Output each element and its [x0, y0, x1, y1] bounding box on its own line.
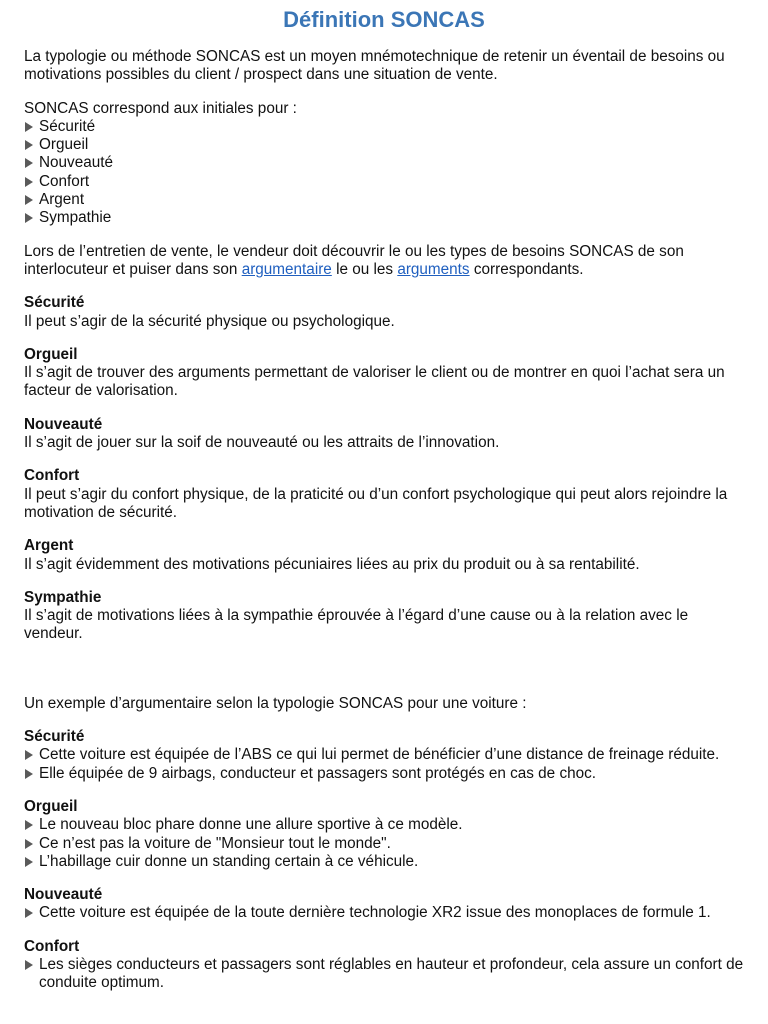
bullet-arrow-icon	[25, 820, 33, 830]
section-heading: Confort	[24, 467, 80, 485]
section-text: Il peut s’agir du confort physique, de la praticité ou d’un confort psychologique qui peut alors rejoindre la motivation de sécurité.	[24, 485, 728, 521]
section-heading: Nouveauté	[24, 415, 103, 433]
bullet-arrow-icon	[25, 122, 33, 132]
list-item: Sympathie	[24, 209, 744, 227]
list-item: Argent	[24, 191, 744, 209]
section-heading: Orgueil	[24, 797, 78, 815]
example-orgueil	[24, 798, 744, 871]
section-heading: Confort	[24, 937, 80, 955]
intro-paragraph: La typologie ou méthode SONCAS est un moyen mnémotechnique de retenir un éventail de besoins ou motivations possibles du client / prospect dans une situation de vente.	[24, 48, 725, 84]
initials-list	[24, 118, 744, 228]
section-heading: Sécurité	[24, 294, 85, 312]
section-text: Il s’agit évidemment des motivations pécuniaires liées au prix du produit ou à sa rentabilité.	[24, 555, 640, 573]
example-intro: Un exemple d’argumentaire selon la typologie SONCAS pour une voiture :	[24, 694, 527, 712]
list-item: Orgueil	[24, 136, 744, 154]
section-text: Il s’agit de jouer sur la soif de nouveauté ou les attraits de l’innovation.	[24, 434, 500, 452]
section-heading: Sympathie	[24, 588, 102, 606]
list-item: Confort	[24, 173, 744, 191]
definition-securite	[24, 294, 744, 331]
list-item: Ce n’est pas la voiture de "Monsieur tout le monde".	[24, 835, 744, 853]
definition-confort	[24, 467, 744, 522]
initials-line: SONCAS correspond aux initiales pour :	[24, 99, 297, 117]
example-nouveaute	[24, 886, 744, 923]
list-item: Elle équipée de 9 airbags, conducteur et passagers sont protégés en cas de choc.	[24, 765, 744, 783]
section-text: Il s’agit de motivations liées à la sympathie éprouvée à l’égard d’une cause ou à la relation avec le vendeur.	[24, 607, 689, 643]
section-text: Il peut s’agir de la sécurité physique ou psychologique.	[24, 312, 395, 330]
list-item: Sécurité	[24, 118, 744, 136]
bullet-arrow-icon	[25, 140, 33, 150]
section-heading: Nouveauté	[24, 886, 103, 904]
entretien-paragraph: Lors de l’entretien de vente, le vendeur doit découvrir le ou les types de besoins SONCAS de son interlocuteur et puiser dans son argumentaire le ou les arguments correspondants.	[24, 242, 684, 278]
list-item: Nouveauté	[24, 154, 744, 172]
section-text: Il s’agit de trouver des arguments permettant de valoriser le client ou de montrer en quoi l’achat sera un facteur de valorisation.	[24, 364, 725, 400]
bullet-arrow-icon	[25, 177, 33, 187]
spacer	[24, 644, 744, 662]
list-item: Cette voiture est équipée de l’ABS ce qui lui permet de bénéficier d’une distance de freinage réduite.	[24, 746, 744, 764]
list-item: Le nouveau bloc phare donne une allure sportive à ce modèle.	[24, 816, 744, 834]
section-heading: Sécurité	[24, 728, 85, 746]
section-heading: Argent	[24, 537, 74, 555]
bullet-arrow-icon	[25, 750, 33, 760]
bullet-arrow-icon	[25, 213, 33, 223]
list-item: L’habillage cuir donne un standing certain à ce véhicule.	[24, 853, 744, 871]
bullet-arrow-icon	[25, 908, 33, 918]
bullet-arrow-icon	[25, 769, 33, 779]
argumentaire-link[interactable]: argumentaire	[241, 260, 332, 278]
bullet-arrow-icon	[25, 839, 33, 849]
bullet-arrow-icon	[25, 158, 33, 168]
list-item: Cette voiture est équipée de la toute dernière technologie XR2 issue des monoplaces de formule 1.	[24, 904, 744, 922]
spacer	[24, 662, 744, 680]
arguments-link[interactable]: arguments	[397, 260, 470, 278]
list-item: Les sièges conducteurs et passagers sont réglables en hauteur et profondeur, cela assure un confort de conduite optimum.	[24, 956, 744, 993]
definition-argent	[24, 537, 744, 574]
bullet-arrow-icon	[25, 195, 33, 205]
page-title: Définition SONCAS	[283, 7, 485, 32]
section-heading: Orgueil	[24, 345, 78, 363]
definition-orgueil	[24, 346, 744, 401]
definition-sympathie	[24, 589, 744, 644]
bullet-arrow-icon	[25, 960, 33, 970]
example-securite	[24, 728, 744, 783]
bullet-arrow-icon	[25, 857, 33, 867]
definition-nouveaute	[24, 416, 744, 453]
example-confort	[24, 938, 744, 993]
